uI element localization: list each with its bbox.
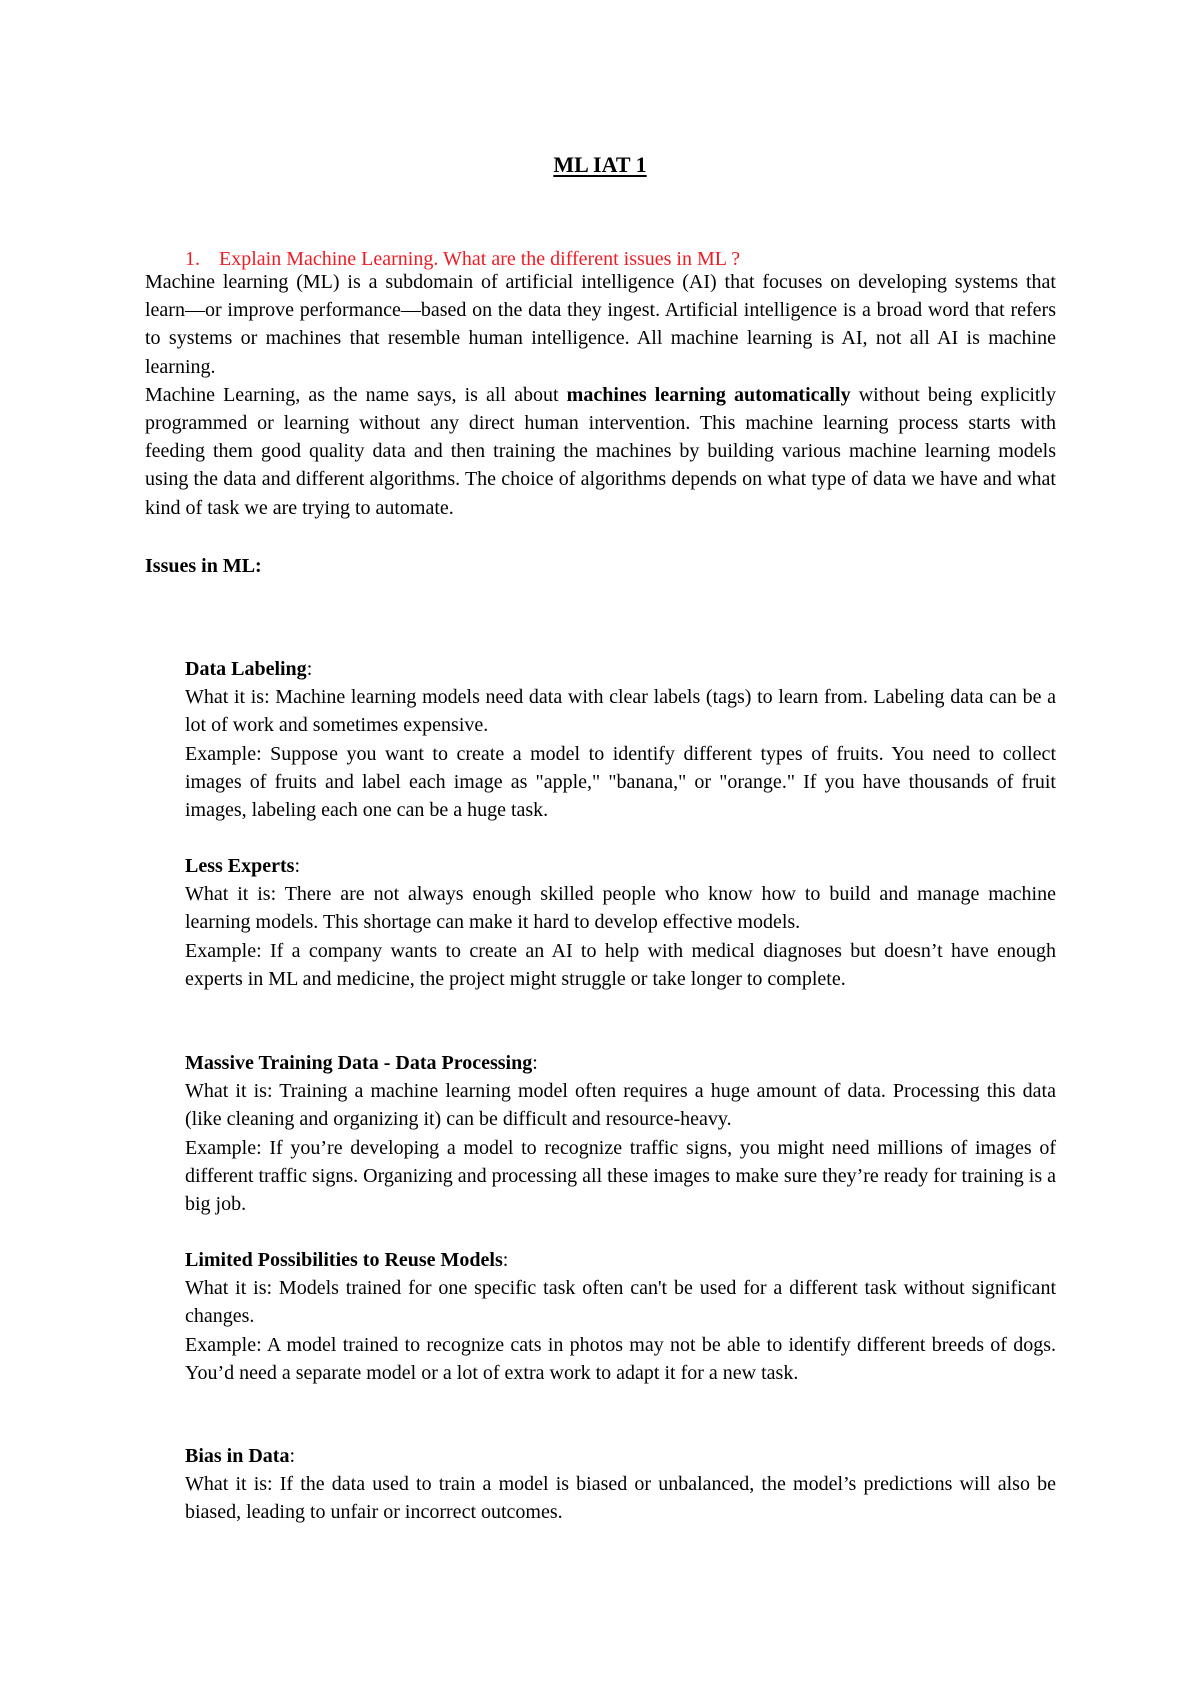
intro-paragraph-1: Machine learning (ML) is a subdomain of artificial intelligence (AI) that focuses on developing systems that learn—or improve performance—based on the data they ingest. Artificial intelligence is a broad word that refers to systems or machines that resemble human intelligence. All machine learning is AI, not all AI is machine learning. xyxy=(145,271,1056,378)
issue-title: Less Experts xyxy=(185,855,295,877)
intro-paragraph-2-start: Machine Learning, as the name says, is all about xyxy=(145,383,567,406)
issue-example: Example: If you’re developing a model to recognize traffic signs, you might need millions of images of different traffic signs. Organizing and processing all these images to make sure they’re ready for training is a big job. xyxy=(185,1136,1056,1216)
issues-heading: Issues in ML: xyxy=(145,555,262,577)
question-number: 1. xyxy=(185,248,200,270)
issue-bias-in-data xyxy=(185,1442,1056,1527)
issue-title-colon: : xyxy=(532,1052,538,1074)
issue-title-colon: : xyxy=(294,855,301,877)
issue-title-line xyxy=(185,1246,1056,1274)
issue-title-colon: : xyxy=(289,1445,296,1467)
issue-what: What it is: Machine learning models need data with clear labels (tags) to learn from. Labeling data can be a lot of work and sometimes expensive. xyxy=(185,686,1056,737)
question-text: Explain Machine Learning. What are the different issues in ML ? xyxy=(219,248,741,270)
issue-limited-reuse xyxy=(185,1246,1056,1387)
document-title: ML IAT 1 xyxy=(553,152,647,177)
issue-title-colon: : xyxy=(502,1249,509,1271)
issue-less-experts xyxy=(185,852,1056,993)
issue-example: Example: If a company wants to create an AI to help with medical diagnoses but doesn’t have enough experts in ML and medicine, the project might struggle or take longer to complete. xyxy=(185,939,1056,990)
issue-what: What it is: There are not always enough skilled people who know how to build and manage machine learning models. This shortage can make it hard to develop effective models. xyxy=(185,883,1056,934)
issue-what: What it is: Models trained for one specific task often can't be used for a different task without significant changes. xyxy=(185,1277,1056,1328)
issue-title-line xyxy=(185,852,1056,880)
issue-title-colon: : xyxy=(306,658,313,680)
intro-paragraph-2-end: without being explicitly programmed or learning without any direct human intervention. This machine learning process starts with feeding them good quality data and then training the machines by building various machine learning models using the data and different algorithms. The choice of algorithms depends on what type of data we have and what kind of task we are trying to automate. xyxy=(145,383,1057,519)
issue-title-line xyxy=(185,1049,1056,1077)
issue-data-labeling xyxy=(185,655,1056,824)
issue-title: Data Labeling xyxy=(185,658,307,680)
issue-massive-training-data xyxy=(185,1049,1056,1218)
issue-title: Massive Training Data - Data Processing xyxy=(185,1052,533,1074)
issue-example: Example: Suppose you want to create a model to identify different types of fruits. You need to collect images of fruits and label each image as "apple," "banana," or "orange." If you have thousands of fruit images, labeling each one can be a huge task. xyxy=(185,742,1056,822)
issue-example: Example: A model trained to recognize cats in photos may not be able to identify different breeds of dogs. You’d need a separate model or a lot of extra work to adapt it for a new task. xyxy=(185,1333,1056,1384)
issue-title-line xyxy=(185,655,1056,683)
issue-title-line xyxy=(185,1442,1056,1470)
issue-title: Limited Possibilities to Reuse Models xyxy=(185,1249,503,1271)
intro-section xyxy=(145,268,1056,522)
issue-title: Bias in Data xyxy=(185,1445,290,1467)
intro-paragraph-2 xyxy=(145,381,1056,522)
issue-what: What it is: If the data used to train a model is biased or unbalanced, the model’s predictions will also be biased, leading to unfair or incorrect outcomes. xyxy=(185,1473,1056,1524)
intro-paragraph-2-bold: machines learning automatically xyxy=(566,383,851,406)
issue-what: What it is: Training a machine learning model often requires a huge amount of data. Processing this data (like cleaning and organizing it) can be difficult and resource-heavy. xyxy=(185,1080,1056,1131)
